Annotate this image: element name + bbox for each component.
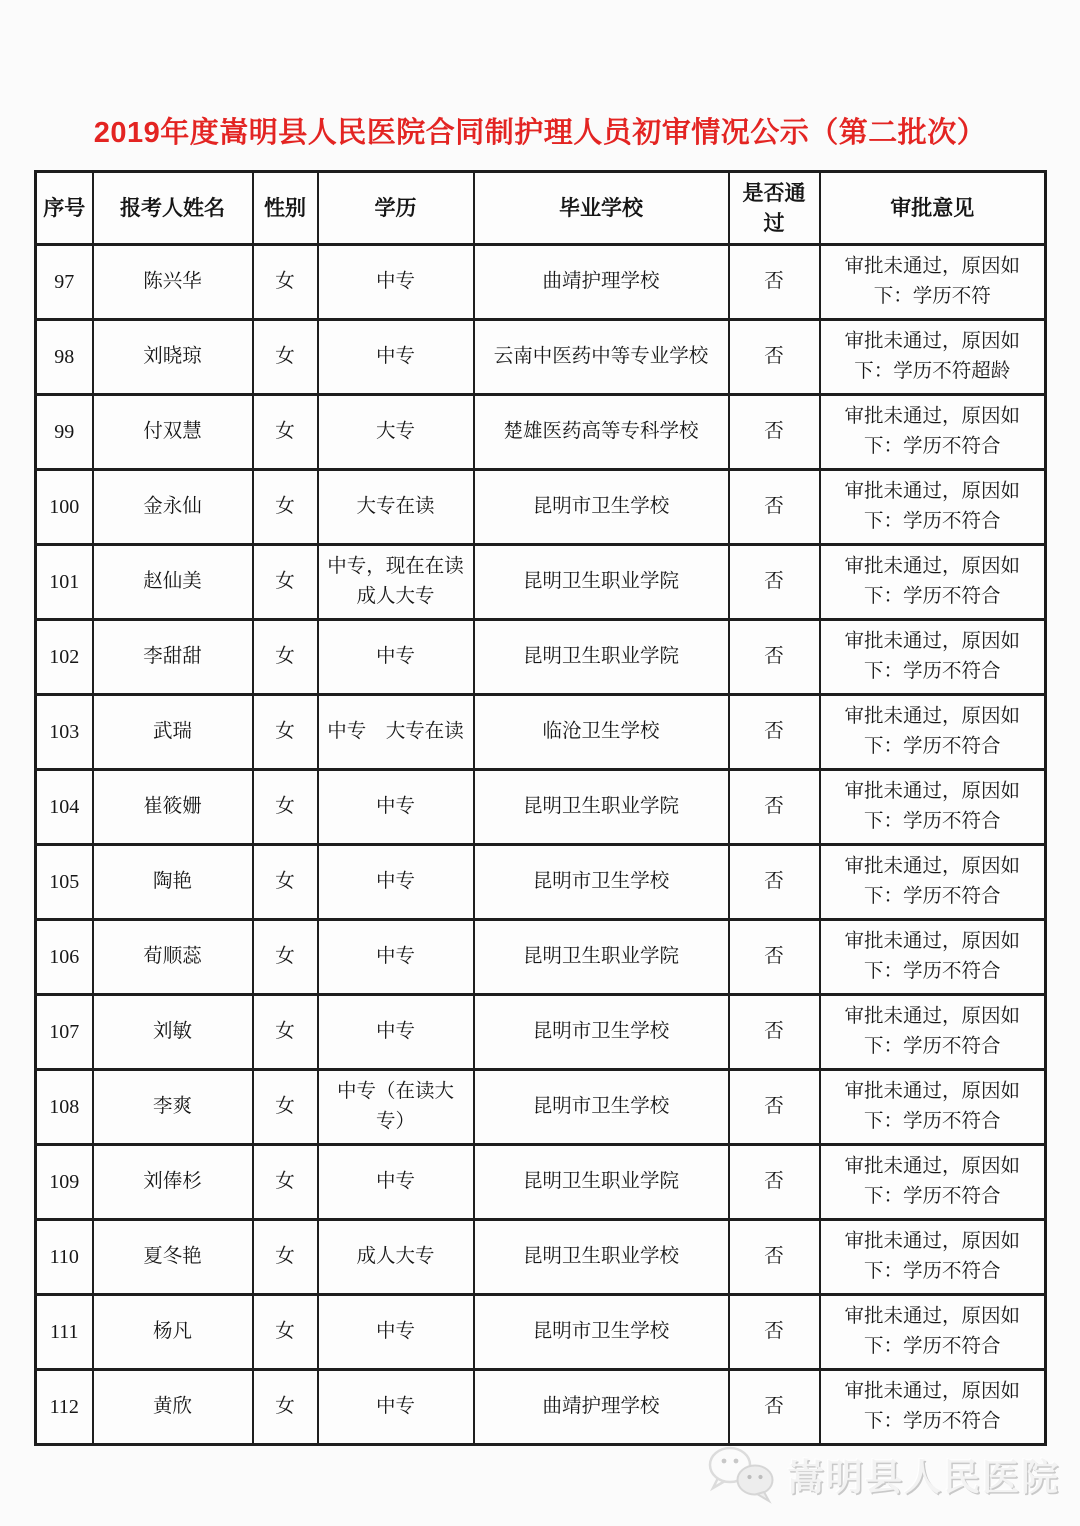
cell-no: 103 xyxy=(36,695,93,770)
cell-passed: 否 xyxy=(729,620,820,695)
cell-passed: 否 xyxy=(729,1145,820,1220)
cell-school: 昆明卫生职业学校 xyxy=(474,1220,729,1295)
cell-name: 刘晓琼 xyxy=(93,320,253,395)
wechat-logo-icon xyxy=(705,1442,781,1506)
cell-school: 楚雄医药高等专科学校 xyxy=(474,395,729,470)
cell-opinion: 审批未通过，原因如下：学历不符合 xyxy=(820,1070,1046,1145)
cell-education: 中专 xyxy=(318,320,474,395)
cell-gender: 女 xyxy=(253,1220,318,1295)
cell-school: 昆明市卫生学校 xyxy=(474,1295,729,1370)
table-row xyxy=(36,995,1046,1070)
table-row xyxy=(36,845,1046,920)
cell-education: 中专 xyxy=(318,1370,474,1445)
table-body xyxy=(36,245,1046,1445)
cell-education: 中专 xyxy=(318,245,474,320)
cell-no: 107 xyxy=(36,995,93,1070)
table-row xyxy=(36,1370,1046,1445)
cell-gender: 女 xyxy=(253,995,318,1070)
cell-name: 陶艳 xyxy=(93,845,253,920)
cell-gender: 女 xyxy=(253,920,318,995)
cell-passed: 否 xyxy=(729,845,820,920)
cell-gender: 女 xyxy=(253,470,318,545)
cell-passed: 否 xyxy=(729,545,820,620)
cell-name: 金永仙 xyxy=(93,470,253,545)
cell-education: 中专 xyxy=(318,1145,474,1220)
cell-opinion: 审批未通过，原因如下：学历不符合 xyxy=(820,1370,1046,1445)
cell-no: 109 xyxy=(36,1145,93,1220)
table-row xyxy=(36,545,1046,620)
cell-gender: 女 xyxy=(253,320,318,395)
cell-school: 昆明市卫生学校 xyxy=(474,995,729,1070)
cell-school: 昆明卫生职业学院 xyxy=(474,1145,729,1220)
header-school: 毕业学校 xyxy=(474,172,729,245)
table-row xyxy=(36,1220,1046,1295)
table-row xyxy=(36,1295,1046,1370)
cell-name: 李甜甜 xyxy=(93,620,253,695)
cell-school: 昆明卫生职业学院 xyxy=(474,920,729,995)
table-header-row xyxy=(36,172,1046,245)
cell-education: 中专 xyxy=(318,845,474,920)
cell-school: 昆明市卫生学校 xyxy=(474,845,729,920)
cell-education: 中专 大专在读 xyxy=(318,695,474,770)
cell-name: 夏冬艳 xyxy=(93,1220,253,1295)
review-table xyxy=(34,170,1047,1446)
cell-passed: 否 xyxy=(729,995,820,1070)
table-row xyxy=(36,920,1046,995)
cell-opinion: 审批未通过，原因如下：学历不符合 xyxy=(820,920,1046,995)
cell-opinion: 审批未通过，原因如下：学历不符合 xyxy=(820,995,1046,1070)
cell-passed: 否 xyxy=(729,395,820,470)
page-title: 2019年度嵩明县人民医院合同制护理人员初审情况公示（第二批次） xyxy=(93,117,987,149)
cell-school: 昆明卫生职业学院 xyxy=(474,770,729,845)
cell-name: 荀顺蕊 xyxy=(93,920,253,995)
cell-education: 中专，现在在读成人大专 xyxy=(318,545,474,620)
cell-name: 黄欣 xyxy=(93,1370,253,1445)
cell-no: 102 xyxy=(36,620,93,695)
cell-school: 昆明卫生职业学院 xyxy=(474,620,729,695)
table-row xyxy=(36,470,1046,545)
table-row xyxy=(36,1145,1046,1220)
cell-opinion: 审批未通过，原因如下：学历不符 xyxy=(820,245,1046,320)
cell-name: 武瑞 xyxy=(93,695,253,770)
cell-opinion: 审批未通过，原因如下：学历不符合 xyxy=(820,1295,1046,1370)
cell-name: 陈兴华 xyxy=(93,245,253,320)
cell-no: 106 xyxy=(36,920,93,995)
cell-gender: 女 xyxy=(253,845,318,920)
cell-opinion: 审批未通过，原因如下：学历不符合 xyxy=(820,545,1046,620)
cell-name: 刘俸杉 xyxy=(93,1145,253,1220)
cell-passed: 否 xyxy=(729,1370,820,1445)
cell-school: 昆明市卫生学校 xyxy=(474,470,729,545)
header-passed: 是否通过 xyxy=(729,172,820,245)
cell-passed: 否 xyxy=(729,770,820,845)
cell-gender: 女 xyxy=(253,770,318,845)
cell-name: 崔筱姗 xyxy=(93,770,253,845)
table-row xyxy=(36,620,1046,695)
cell-opinion: 审批未通过，原因如下：学历不符合 xyxy=(820,470,1046,545)
header-education: 学历 xyxy=(318,172,474,245)
table-row xyxy=(36,695,1046,770)
cell-gender: 女 xyxy=(253,1145,318,1220)
cell-no: 97 xyxy=(36,245,93,320)
cell-passed: 否 xyxy=(729,1220,820,1295)
cell-education: 中专（在读大专） xyxy=(318,1070,474,1145)
header-applicant-name: 报考人姓名 xyxy=(93,172,253,245)
header-serial-no: 序号 xyxy=(36,172,93,245)
cell-passed: 否 xyxy=(729,320,820,395)
cell-no: 105 xyxy=(36,845,93,920)
cell-opinion: 审批未通过，原因如下：学历不符合 xyxy=(820,620,1046,695)
header-gender: 性别 xyxy=(253,172,318,245)
cell-school: 曲靖护理学校 xyxy=(474,245,729,320)
table-row xyxy=(36,395,1046,470)
header-opinion: 审批意见 xyxy=(820,172,1046,245)
cell-education: 大专在读 xyxy=(318,470,474,545)
cell-education: 中专 xyxy=(318,620,474,695)
cell-school: 曲靖护理学校 xyxy=(474,1370,729,1445)
cell-name: 刘敏 xyxy=(93,995,253,1070)
cell-opinion: 审批未通过，原因如下：学历不符超龄 xyxy=(820,320,1046,395)
table-row xyxy=(36,245,1046,320)
cell-education: 大专 xyxy=(318,395,474,470)
footer-watermark xyxy=(705,1442,1060,1506)
cell-name: 付双慧 xyxy=(93,395,253,470)
table-row xyxy=(36,320,1046,395)
cell-opinion: 审批未通过，原因如下：学历不符合 xyxy=(820,1220,1046,1295)
cell-gender: 女 xyxy=(253,695,318,770)
cell-no: 99 xyxy=(36,395,93,470)
cell-school: 云南中医药中等专业学校 xyxy=(474,320,729,395)
cell-name: 李爽 xyxy=(93,1070,253,1145)
cell-opinion: 审批未通过，原因如下：学历不符合 xyxy=(820,695,1046,770)
cell-education: 中专 xyxy=(318,770,474,845)
cell-passed: 否 xyxy=(729,1295,820,1370)
cell-name: 赵仙美 xyxy=(93,545,253,620)
hospital-watermark-text: 嵩明县人民医院 xyxy=(787,1457,1060,1498)
cell-school: 临沧卫生学校 xyxy=(474,695,729,770)
cell-gender: 女 xyxy=(253,1295,318,1370)
cell-gender: 女 xyxy=(253,245,318,320)
cell-passed: 否 xyxy=(729,245,820,320)
cell-education: 中专 xyxy=(318,995,474,1070)
cell-name: 杨凡 xyxy=(93,1295,253,1370)
cell-no: 111 xyxy=(36,1295,93,1370)
cell-gender: 女 xyxy=(253,1070,318,1145)
cell-passed: 否 xyxy=(729,695,820,770)
table-row xyxy=(36,770,1046,845)
cell-opinion: 审批未通过，原因如下：学历不符合 xyxy=(820,395,1046,470)
cell-passed: 否 xyxy=(729,1070,820,1145)
cell-no: 108 xyxy=(36,1070,93,1145)
cell-education: 中专 xyxy=(318,920,474,995)
cell-no: 112 xyxy=(36,1370,93,1445)
cell-education: 中专 xyxy=(318,1295,474,1370)
cell-education: 成人大专 xyxy=(318,1220,474,1295)
cell-gender: 女 xyxy=(253,395,318,470)
table-row xyxy=(36,1070,1046,1145)
cell-gender: 女 xyxy=(253,620,318,695)
cell-opinion: 审批未通过，原因如下：学历不符合 xyxy=(820,845,1046,920)
cell-passed: 否 xyxy=(729,470,820,545)
cell-passed: 否 xyxy=(729,920,820,995)
cell-gender: 女 xyxy=(253,1370,318,1445)
cell-gender: 女 xyxy=(253,545,318,620)
cell-no: 104 xyxy=(36,770,93,845)
cell-opinion: 审批未通过，原因如下：学历不符合 xyxy=(820,770,1046,845)
cell-no: 98 xyxy=(36,320,93,395)
cell-school: 昆明卫生职业学院 xyxy=(474,545,729,620)
cell-no: 101 xyxy=(36,545,93,620)
cell-opinion: 审批未通过，原因如下：学历不符合 xyxy=(820,1145,1046,1220)
cell-no: 110 xyxy=(36,1220,93,1295)
cell-no: 100 xyxy=(36,470,93,545)
cell-school: 昆明市卫生学校 xyxy=(474,1070,729,1145)
